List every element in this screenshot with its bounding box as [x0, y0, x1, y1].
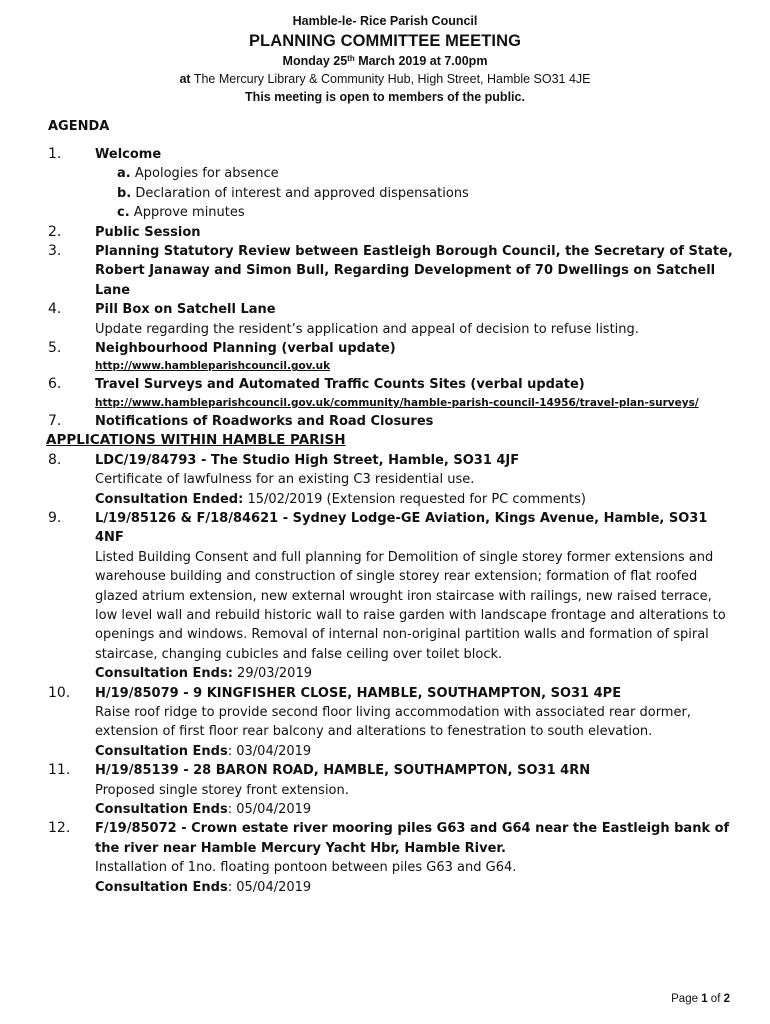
agenda-item-8: [48, 451, 738, 509]
consultation-line: [95, 742, 738, 761]
council-name: Hamble-le- Rice Parish Council: [292, 14, 478, 28]
document-header: [0, 12, 770, 106]
item-number: 9.: [48, 509, 62, 526]
agenda-item-4: [48, 300, 738, 339]
item-number: 6.: [48, 376, 62, 393]
page-word: Page: [671, 993, 702, 1005]
venue-at: at: [179, 72, 191, 86]
item-number: 4.: [48, 301, 62, 318]
sub-item-a: [95, 164, 738, 183]
date-pre: Monday 25: [282, 54, 348, 68]
consultation-label: Consultation Ends: [95, 802, 228, 817]
item-body: Raise roof ridge to provide second floor living accommodation with associated rear dormer, extension of first floor rear balcony and alterations to fenestration to south elevation.: [95, 704, 691, 740]
consultation-value: : 05/04/2019: [227, 879, 312, 895]
item-number: 1.: [48, 146, 62, 162]
sub-item-c: [95, 203, 738, 222]
item-title: Travel Surveys and Automated Traffic Counts Sites (verbal update): [95, 377, 585, 393]
agenda-item-6: [48, 375, 738, 411]
agenda-item-1: [48, 145, 738, 223]
item-title: Planning Statutory Review between Eastleigh Borough Council, the Secretary of State, Robert Janaway and Simon Bull, Regarding Development of 70 Dwellings on Satchell Lane: [95, 244, 733, 298]
agenda-item-5: [48, 339, 738, 375]
sub-letter: a.: [117, 166, 131, 182]
consultation-value: : 03/04/2019: [227, 743, 312, 759]
consultation-value: 15/02/2019 (Extension requested for PC comments): [243, 491, 586, 507]
agenda-item-9: [48, 509, 738, 684]
agenda-item-3: [48, 242, 738, 300]
venue-text: The Mercury Library & Community Hub, High Street, Hamble SO31 4JE: [190, 72, 591, 86]
item-body: Proposed single storey front extension.: [95, 782, 349, 798]
consultation-value: 29/03/2019: [232, 666, 312, 682]
item-body: Listed Building Consent and full planning for Demolition of single storey former extensions and warehouse building and construction of single storey rear extension; formation of flat roofed glazed atrium extension, new external wrought iron staircase with railings, new raised terrace, low level wall and rebuild historic wall to raise garden with landscape frontage and alterations to openings and windows. Removal of internal non-original partition walls and formation of spiral staircase, changing cubicles and false ceiling over toilet block.: [95, 549, 726, 662]
consultation-line: [95, 490, 738, 509]
consultation-label: Consultation Ends: [95, 743, 228, 759]
sub-item-b: [95, 184, 738, 203]
date-sup: th: [347, 54, 355, 63]
item-body: Certificate of lawfulness for an existing C3 residential use.: [95, 472, 475, 488]
item-link[interactable]: http://www.hambleparishcouncil.gov.uk: [95, 360, 331, 373]
consultation-line: [95, 800, 738, 819]
item-title: Neighbourhood Planning (verbal update): [95, 341, 396, 357]
sub-text: Declaration of interest and approved dispensations: [135, 185, 469, 201]
meeting-venue: [0, 70, 770, 88]
sub-text: Approve minutes: [133, 205, 245, 221]
item-number: 2.: [48, 223, 62, 240]
item-title: F/19/85072 - Crown estate river mooring piles G63 and G64 near the Eastleigh bank of the river near Hamble Mercury Yacht Hbr, Hamble River.: [95, 821, 730, 856]
item-title: LDC/19/84793 - The Studio High Street, Hamble, SO31 4JF: [95, 452, 520, 468]
agenda-item-12: [48, 819, 738, 897]
sub-text: Apologies for absence: [134, 166, 279, 182]
item-number: 3.: [48, 243, 62, 260]
public-note: This meeting is open to members of the public.: [245, 90, 525, 104]
meeting-date: [0, 52, 770, 70]
item-number: 5.: [48, 340, 62, 357]
page-footer: [671, 993, 730, 1005]
item-link[interactable]: http://www.hambleparishcouncil.gov.uk/community/hamble-parish-council-14956/travel-plan-surveys/: [95, 396, 699, 409]
consultation-line: [95, 664, 738, 683]
consultation-label: Consultation Ends:: [95, 666, 233, 682]
page-total: 2: [723, 993, 730, 1005]
item-number: 10.: [48, 684, 71, 701]
consultation-line: [95, 878, 738, 897]
sub-letter: c.: [117, 205, 130, 221]
date-post: March 2019 at 7.00pm: [354, 54, 488, 68]
item-number: 7.: [48, 412, 62, 429]
item-number: 11.: [48, 762, 71, 779]
item-body: Installation of 1no. floating pontoon between piles G63 and G64.: [95, 860, 517, 876]
item-title: Pill Box on Satchell Lane: [95, 302, 276, 318]
section-heading: APPLICATIONS WITHIN HAMBLE PARISH: [46, 432, 346, 449]
item-title: Public Session: [95, 224, 201, 240]
agenda-item-7: [48, 412, 738, 431]
consultation-value: : 05/04/2019: [227, 802, 312, 817]
item-body: Update regarding the resident’s application and appeal of decision to refuse listing.: [95, 321, 639, 337]
item-number: 12.: [48, 820, 71, 837]
meeting-title: PLANNING COMMITTEE MEETING: [248, 32, 522, 50]
agenda-label: AGENDA: [48, 119, 110, 134]
consultation-label: Consultation Ended:: [95, 491, 244, 507]
consultation-label: Consultation Ends: [95, 879, 228, 895]
item-number: 8.: [48, 451, 62, 468]
agenda-list: [48, 145, 738, 897]
item-title: L/19/85126 & F/18/84621 - Sydney Lodge-GE Aviation, Kings Avenue, Hamble, SO31 4NF: [95, 510, 708, 546]
item-title: H/19/85139 - 28 BARON ROAD, HAMBLE, SOUTHAMPTON, SO31 4RN: [95, 763, 591, 779]
of-word: of: [707, 993, 724, 1005]
agenda-item-10: [48, 684, 738, 762]
item-title: Notifications of Roadworks and Road Closures: [95, 413, 434, 429]
page-number: 1: [701, 993, 708, 1005]
sub-letter: b.: [117, 185, 132, 201]
agenda-item-2: [48, 223, 738, 242]
item-title: H/19/85079 - 9 KINGFISHER CLOSE, HAMBLE, SOUTHAMPTON, SO31 4PE: [95, 685, 622, 701]
item-title: Welcome: [95, 147, 162, 162]
agenda-item-11: [48, 761, 738, 819]
